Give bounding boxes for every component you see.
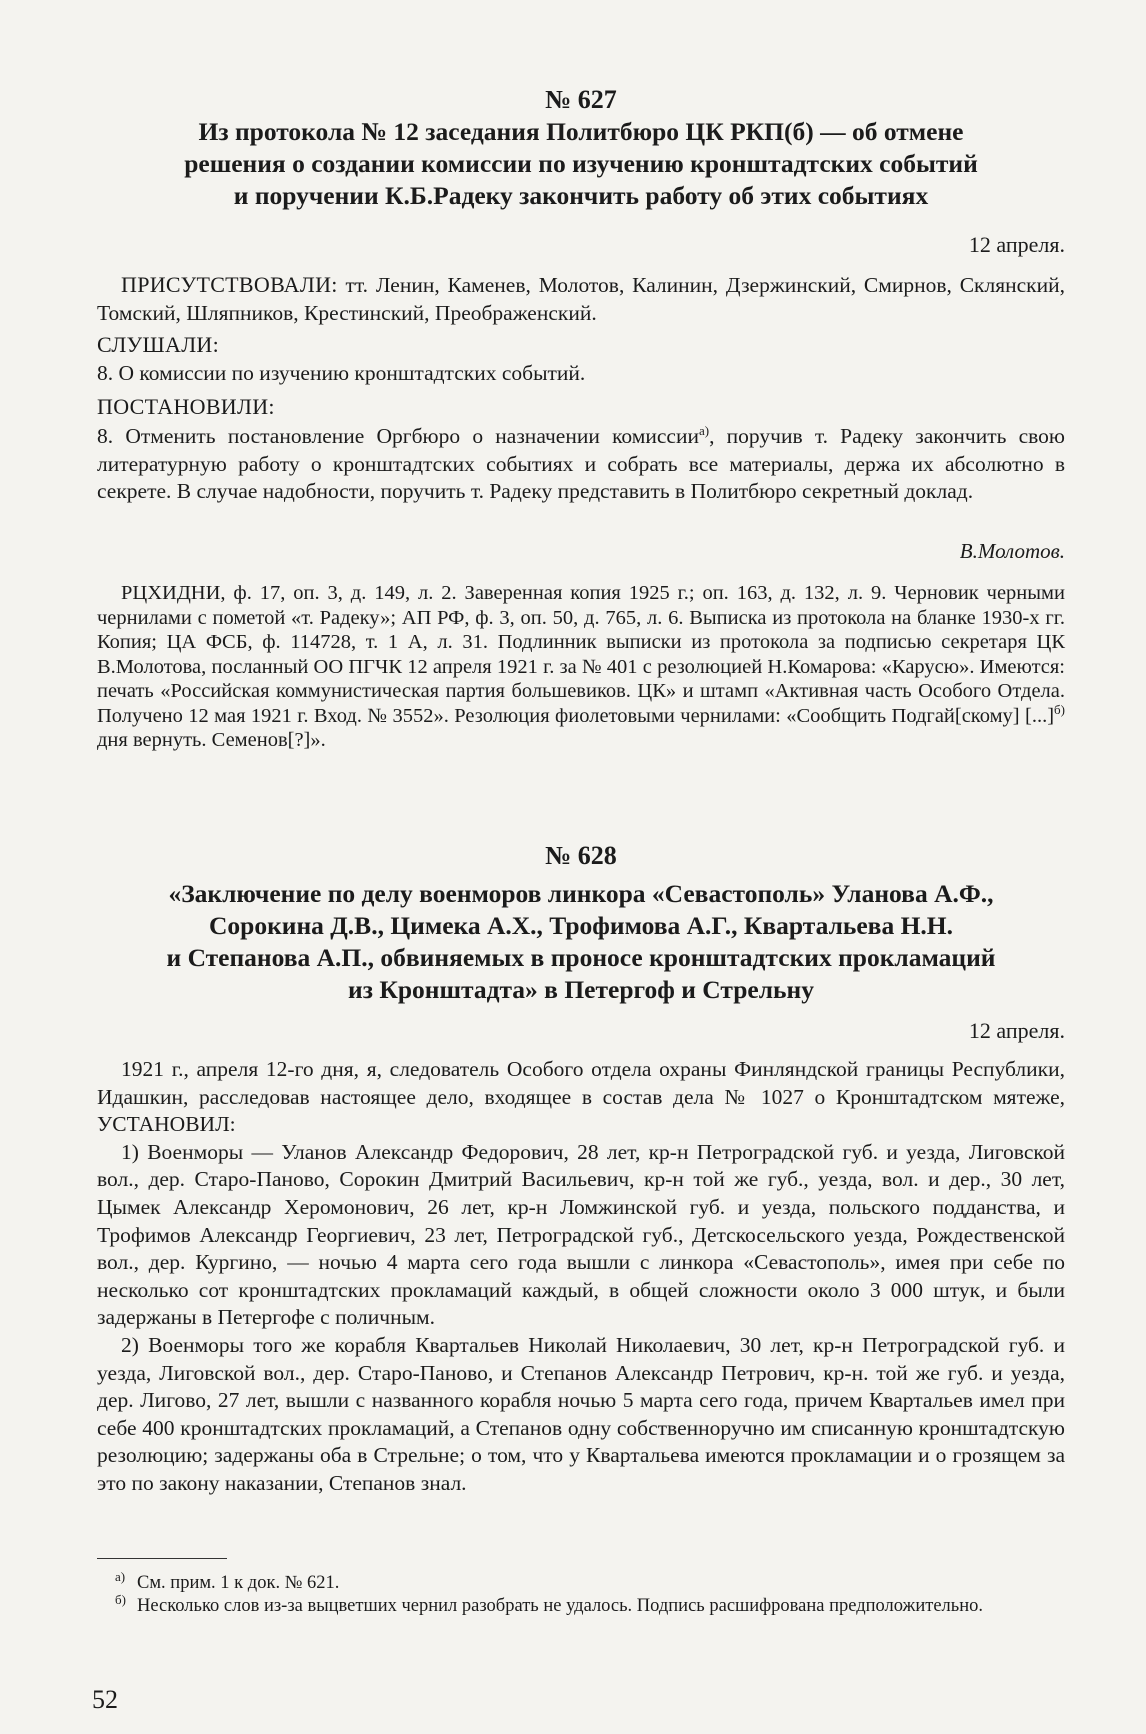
doc628-item-2: 2) Военморы того же корабля Квартальев Николай Николаевич, 30 лет, кр-н Петроградской губ. и уезда, Лиговской вол., дер. Старо-Паново, и Степанов Александр Петрович, кр-н. той же губ. и уезда, дер. Лигово, 27 лет, вышли с названного корабля ночью 5 марта сего года, причем Квартальев имел при себе 400 кронштадтских прокламаций, а Степанов одну собственноручно им списанную кронштадтскую резолюцию; задержаны оба в Стрельне; о том, что у Квартальева имеются прокламации и о грозящем за это по закону наказании, Степанов знал. — [97, 1332, 1065, 1495]
doc627-number: № 627 — [545, 85, 617, 114]
doc627-title-line-3: и поручении К.Б.Радеку закончить работу об этих событиях — [233, 181, 929, 210]
footnote-divider — [97, 1558, 227, 1559]
resolved-text-part-1: 8. Отменить постановление Оргбюро о назначении комиссии — [97, 424, 699, 448]
footnote-b-text: Несколько слов из-за выцветших чернил разобрать не удалось. Подпись расшифрована предположительно. — [137, 1596, 983, 1616]
doc628-number: № 628 — [545, 841, 617, 870]
doc627-archival-note — [97, 581, 1065, 753]
archival-text-part-1: РЦХИДНИ, ф. 17, оп. 3, д. 149, л. 2. Заверенная копия 1925 г.; оп. 163, д. 132, л. 9. Черновик черными чернилами с пометой «т. Радеку»; АП РФ, ф. 3, оп. 50, д. 765, л. 6. Выписка из протокола на бланке 1930-х гг. Копия; ЦА ФСБ, ф. 114728, т. 1 А, л. 31. Подлинник выписки из протокола за подписью секретаря ЦК В.Молотова, посланный ОО ПГЧК 12 апреля 1921 г. за № 401 с резолюцией Н.Комарова: «Карусю». Имеются: печать «Российская коммунистическая партия большевиков. ЦК» и штамп «Активная часть Особого Отдела. Получено 12 мая 1921 г. Вход. № 3552». Резолюция фиолетовыми чернилами: «Сообщить Подгай[скому] [...] — [97, 582, 1065, 727]
archival-text-part-2: дня вернуть. Семенов[?]». — [97, 729, 326, 751]
doc627-body — [97, 270, 1065, 327]
footnote-a-text: См. прим. 1 к док. № 621. — [137, 1573, 340, 1593]
doc628-intro: 1921 г., апреля 12-го дня, я, следователь Особого отдела охраны Финляндской границы Республики, Идашкин, расследовав настоящее дело, входящее в состав дела № 1027 о Кронштадтском мятеже, УСТАНОВИЛ: — [97, 1057, 1065, 1137]
page-number: 52 — [92, 1685, 118, 1714]
doc628-body — [97, 1056, 1065, 1498]
doc627-title-line-1: Из протокола № 12 заседания Политбюро ЦК РКП(б) — об отмене — [198, 117, 964, 146]
resolved-text — [97, 423, 1065, 506]
footnote-ref-b: б) — [1054, 701, 1065, 717]
present-text: тт. Ленин, Каменев, Молотов, Калинин, Дзержинский, Смирнов, Склянский, Томский, Шляпников, Крестинский, Преображенский. — [97, 273, 1065, 325]
doc627-present — [97, 270, 1065, 327]
heard-text: 8. О комиссии по изучению кронштадтских событий. — [97, 361, 586, 385]
doc628-title-line-4: из Кронштадта» в Петергоф и Стрельну — [348, 975, 814, 1004]
doc627-resolution — [97, 423, 1065, 506]
doc628-title-line-1: «Заключение по делу военморов линкора «Севастополь» Уланова А.Ф., — [168, 879, 994, 908]
resolved-text-part-2: , поручив т. Радеку закончить свою литературную работу о кронштадтских событиях и собрать все материалы, держа их абсолютно в секрете. В случае надобности, поручить т. Радеку представить в Политбюро секретный доклад. — [97, 424, 1065, 504]
doc628-title-line-3: и Степанова А.П., обвиняемых в проносе кронштадтских прокламаций — [166, 943, 996, 972]
archival-text — [97, 581, 1065, 753]
present-label: ПРИСУТСТВОВАЛИ: — [121, 272, 338, 297]
doc628-header — [97, 840, 1065, 1006]
footnote-ref-a: а) — [698, 422, 710, 438]
doc628-item-1: 1) Военморы — Уланов Александр Федорович, 28 лет, кр-н Петроградской губ. и уезда, Лиговской вол., дер. Старо-Паново, Сорокин Дмитрий Васильевич, кр-н той же губ., уезда, вол. и дер., 30 лет, Цымек Александр Херомонович, 26 лет, кр-н Ломжинской губ. и уезда, польского подданства, и Трофимов Александр Георгиевич, 23 лет, Петроградской губ., Детскосельского уезда, Рождественской вол., дер. Кургино, — ночью 4 марта сего года вышли с линкора «Севастополь», имея при себе по несколько сот кронштадтских прокламаций каждый, в общей сложности около 3 000 штук, и были задержаны в Петергофе с поличным. — [97, 1139, 1065, 1330]
doc627-header — [97, 84, 1065, 212]
footnote-a — [97, 1568, 1065, 1595]
doc627-date: 12 апреля. — [968, 232, 1065, 257]
footnote-b-mark: б) — [115, 1591, 126, 1607]
footnote-a-mark: а) — [115, 1568, 126, 1584]
heard-label: СЛУШАЛИ: — [97, 332, 220, 357]
resolved-label: ПОСТАНОВИЛИ: — [97, 394, 275, 419]
doc628-title-line-2: Сорокина Д.В., Цимека А.Х., Трофимова А.Г., Квартальева Н.Н. — [208, 911, 954, 940]
footnote-b — [97, 1591, 1065, 1618]
doc627-signature: В.Молотов. — [959, 539, 1065, 563]
footnotes — [97, 1568, 1065, 1618]
doc628-date: 12 апреля. — [968, 1018, 1065, 1043]
doc627-title-line-2: решения о создании комиссии по изучению кронштадтских событий — [184, 149, 978, 178]
